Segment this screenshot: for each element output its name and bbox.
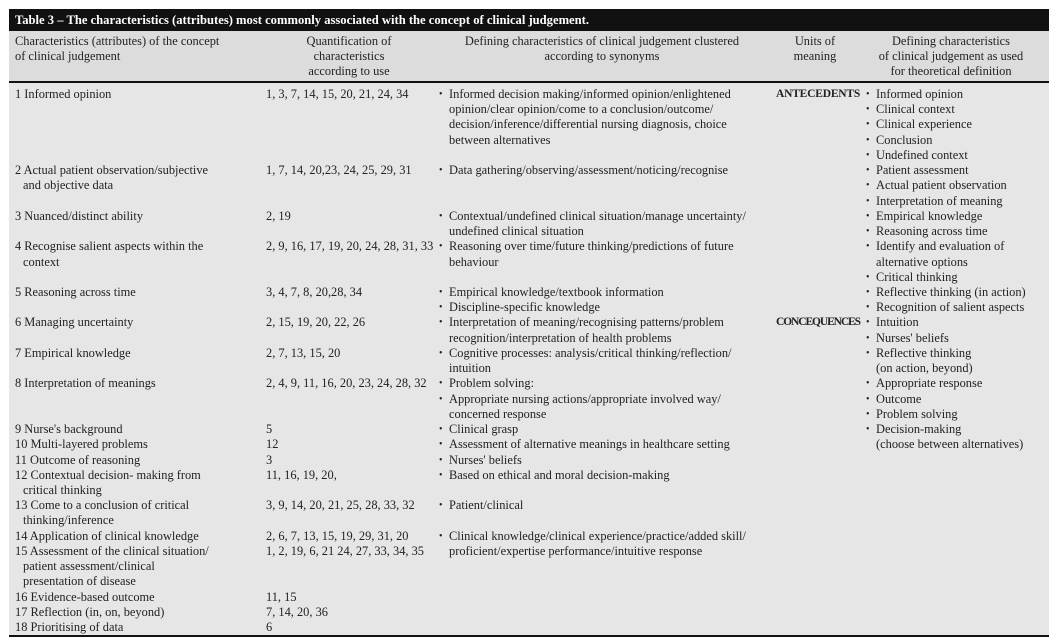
definition-item: Undefined context — [876, 147, 968, 162]
bullet-icon: • — [866, 271, 870, 283]
definition-item: Intuition — [876, 315, 919, 330]
definition-item: Informed opinion — [876, 87, 964, 101]
attribute-cell: and objective data — [23, 178, 114, 193]
definition-item: (on action, beyond) — [876, 361, 973, 376]
header-line: of clinical judgement — [15, 49, 121, 64]
definition-item: Reflective thinking (in action) — [876, 284, 1026, 299]
bullet-icon: • — [866, 424, 870, 436]
synonym-item: Cognitive processes: analysis/critical thinking/reflection/ — [449, 345, 732, 360]
header-line: characteristics — [313, 49, 385, 64]
bullet-icon: • — [866, 226, 870, 238]
attribute-cell: 4 Recognise salient aspects within the — [15, 239, 204, 254]
quantification-cell: 1, 7, 14, 20,23, 24, 25, 29, 31 — [266, 163, 412, 178]
bullet-icon: • — [866, 302, 870, 314]
attribute-cell: patient assessment/clinical — [23, 559, 155, 574]
synonym-item: Clinical grasp — [449, 422, 519, 437]
synonym-item: Patient/clinical — [449, 498, 524, 513]
attribute-cell: 12 Contextual decision- making from — [15, 467, 201, 482]
definition-item: Reflective thinking — [876, 345, 972, 360]
bullet-icon: • — [866, 134, 870, 146]
definition-item: Critical thinking — [876, 269, 958, 284]
quantification-cell: 7, 14, 20, 36 — [266, 604, 328, 619]
synonym-item: Data gathering/observing/assessment/noticing/recognise — [449, 163, 729, 178]
definition-item: Decision-making — [876, 422, 962, 437]
quantification-cell: 11, 16, 19, 20, — [266, 467, 337, 482]
bullet-icon: • — [866, 378, 870, 390]
synonym-item: between alternatives — [449, 132, 551, 147]
table-bottom-rule — [9, 635, 1049, 637]
header-line: meaning — [793, 49, 837, 64]
header-line: Quantification of — [306, 34, 392, 48]
bullet-icon: • — [866, 104, 870, 116]
header-definition — [861, 34, 1041, 80]
definition-item: Clinical experience — [876, 117, 972, 132]
quantification-cell: 5 — [266, 422, 273, 437]
synonym-item: recognition/interpretation of health problems — [449, 330, 672, 345]
quantification-cell: 11, 15 — [266, 589, 297, 604]
synonym-item: Informed decision making/informed opinion/enlightened — [449, 87, 731, 101]
bullet-icon: • — [439, 302, 443, 314]
bullet-icon: • — [439, 317, 443, 329]
bullet-icon: • — [439, 165, 443, 177]
bullet-icon: • — [439, 393, 443, 405]
bullet-icon: • — [866, 149, 870, 161]
bullet-icon: • — [866, 89, 870, 100]
synonym-item: concerned response — [449, 406, 547, 421]
definition-item: Empirical knowledge — [876, 208, 983, 223]
definition-item: Nurses' beliefs — [876, 330, 949, 345]
attribute-cell: 5 Reasoning across time — [15, 284, 136, 299]
definition-item: Reasoning across time — [876, 224, 988, 239]
bullet-icon: • — [439, 439, 443, 451]
bullet-icon: • — [439, 286, 443, 298]
bullet-icon: • — [866, 165, 870, 177]
quantification-cell: 12 — [266, 437, 279, 452]
bullet-icon: • — [866, 119, 870, 131]
header-line: Characteristics (attributes) of the concept — [15, 34, 220, 48]
quantification-cell: 6 — [266, 620, 273, 635]
table-title: Table 3 – The characteristics (attributes) most commonly associated with the concept of clinical judgement. — [9, 9, 1049, 31]
attribute-cell: 6 Managing uncertainty — [15, 315, 134, 330]
quantification-cell: 2, 7, 13, 15, 20 — [266, 345, 341, 360]
bullet-icon: • — [439, 378, 443, 390]
quantification-cell: 2, 19 — [266, 208, 291, 223]
header-quantification — [274, 34, 424, 80]
bullet-icon: • — [439, 500, 443, 512]
attribute-cell: 8 Interpretation of meanings — [15, 376, 156, 391]
definition-item: Problem solving — [876, 406, 958, 421]
synonym-item: Problem solving: — [449, 376, 535, 391]
quantification-cell: 3 — [266, 452, 273, 467]
synonym-item: intuition — [449, 361, 491, 376]
attribute-cell: 2 Actual patient observation/subjective — [15, 163, 209, 178]
quantification-cell: 3, 9, 14, 20, 21, 25, 28, 33, 32 — [266, 498, 415, 513]
synonym-item: Assessment of alternative meanings in healthcare setting — [449, 437, 730, 452]
bullet-icon: • — [866, 347, 870, 359]
unit-antecedents: ANTECEDENTS — [776, 88, 861, 100]
bullet-icon: • — [866, 286, 870, 298]
attribute-cell: context — [23, 254, 60, 269]
bullet-icon: • — [439, 424, 443, 436]
attribute-cell: 14 Application of clinical knowledge — [15, 528, 199, 543]
quantification-cell: 2, 6, 7, 13, 15, 19, 29, 31, 20 — [266, 528, 409, 543]
header-line: of clinical judgement as used — [878, 49, 1024, 64]
attribute-cell: 11 Outcome of reasoning — [15, 452, 141, 467]
definition-item: (choose between alternatives) — [876, 437, 1024, 452]
synonym-item: decision/inference/differential nursing diagnosis, choice — [449, 117, 727, 132]
synonym-item: proficient/expertise performance/intuitive response — [449, 543, 703, 558]
attribute-cell: 3 Nuanced/distinct ability — [15, 208, 144, 223]
synonym-item: undefined clinical situation — [449, 224, 584, 239]
attribute-cell: critical thinking — [23, 482, 102, 497]
attribute-cell: 15 Assessment of the clinical situation/ — [15, 543, 209, 558]
bullet-icon: • — [866, 408, 870, 420]
synonym-item: Empirical knowledge/textbook information — [449, 284, 664, 299]
quantification-cell: 3, 4, 7, 8, 20,28, 34 — [266, 284, 363, 299]
header-attributes — [15, 34, 219, 64]
bullet-icon: • — [866, 241, 870, 253]
bullet-icon: • — [866, 332, 870, 344]
bullet-icon: • — [866, 180, 870, 192]
quantification-cell: 2, 15, 19, 20, 22, 26 — [266, 315, 366, 330]
synonym-item: Based on ethical and moral decision-making — [449, 467, 670, 482]
quantification-cell: 2, 9, 16, 17, 19, 20, 24, 28, 31, 33 — [266, 239, 434, 254]
bullet-icon: • — [439, 530, 443, 542]
synonym-item: Nurses' beliefs — [449, 452, 522, 467]
attribute-cell: 1 Informed opinion — [15, 87, 112, 101]
bullet-icon: • — [866, 393, 870, 405]
bullet-icon: • — [439, 210, 443, 222]
synonym-item: behaviour — [449, 254, 499, 269]
quantification-cell: 2, 4, 9, 11, 16, 20, 23, 24, 28, 32 — [266, 376, 427, 391]
attribute-cell: 17 Reflection (in, on, beyond) — [15, 604, 165, 619]
attribute-cell: presentation of disease — [23, 574, 136, 589]
bullet-icon: • — [866, 195, 870, 207]
table-3 — [9, 9, 1049, 637]
header-line: Defining characteristics of clinical judgement clustered — [464, 34, 740, 48]
quantification-cell: 1, 2, 19, 6, 21 24, 27, 33, 34, 35 — [266, 543, 424, 558]
definition-item: Patient assessment — [876, 163, 969, 178]
header-line: Units of — [794, 34, 836, 48]
synonym-item: Interpretation of meaning/recognising patterns/problem — [449, 315, 724, 330]
attribute-cell: thinking/inference — [23, 513, 114, 528]
bullet-icon: • — [866, 210, 870, 222]
header-line: Defining characteristics — [891, 34, 1010, 48]
attribute-cell: 7 Empirical knowledge — [15, 345, 131, 360]
synonym-item: Reasoning over time/future thinking/predictions of future — [449, 239, 734, 254]
attribute-cell: 10 Multi-layered problems — [15, 437, 148, 452]
synonym-item: opinion/clear opinion/come to a conclusion/outcome/ — [449, 102, 714, 117]
synonym-item: Appropriate nursing actions/appropriate involved way/ — [449, 391, 721, 406]
definition-item: Outcome — [876, 391, 922, 406]
synonym-item: Contextual/undefined clinical situation/manage uncertainty/ — [449, 208, 746, 223]
header-line: for theoretical definition — [890, 64, 1012, 79]
attribute-cell: 16 Evidence-based outcome — [15, 589, 155, 604]
header-synonyms — [435, 34, 769, 64]
bullet-icon: • — [439, 469, 443, 481]
unit-consequences: CONCEQUENCES — [776, 316, 860, 329]
bullet-icon: • — [439, 241, 443, 253]
definition-item: alternative options — [876, 254, 968, 269]
bullet-icon: • — [439, 347, 443, 359]
header-line: according to use — [308, 64, 390, 79]
quantification-cell: 1, 3, 7, 14, 15, 20, 21, 24, 34 — [266, 87, 409, 101]
definition-item: Recognition of salient aspects — [876, 300, 1025, 315]
header-units — [775, 34, 855, 64]
definition-item: Clinical context — [876, 102, 955, 117]
definition-item: Interpretation of meaning — [876, 193, 1003, 208]
definition-item: Appropriate response — [876, 376, 983, 391]
synonym-item: Discipline-specific knowledge — [449, 300, 601, 315]
header-line: according to synonyms — [544, 49, 660, 64]
table-header-row — [9, 31, 1049, 83]
definition-item: Actual patient observation — [876, 178, 1007, 193]
attribute-cell: 18 Prioritising of data — [15, 620, 124, 635]
bullet-icon: • — [866, 317, 870, 329]
attribute-cell: 9 Nurse's background — [15, 422, 123, 437]
bullet-icon: • — [439, 89, 443, 100]
definition-item: Identify and evaluation of — [876, 239, 1005, 254]
synonym-item: Clinical knowledge/clinical experience/practice/added skill/ — [449, 528, 746, 543]
bullet-icon: • — [439, 454, 443, 466]
attribute-cell: 13 Come to a conclusion of critical — [15, 498, 190, 513]
definition-item: Conclusion — [876, 132, 933, 147]
